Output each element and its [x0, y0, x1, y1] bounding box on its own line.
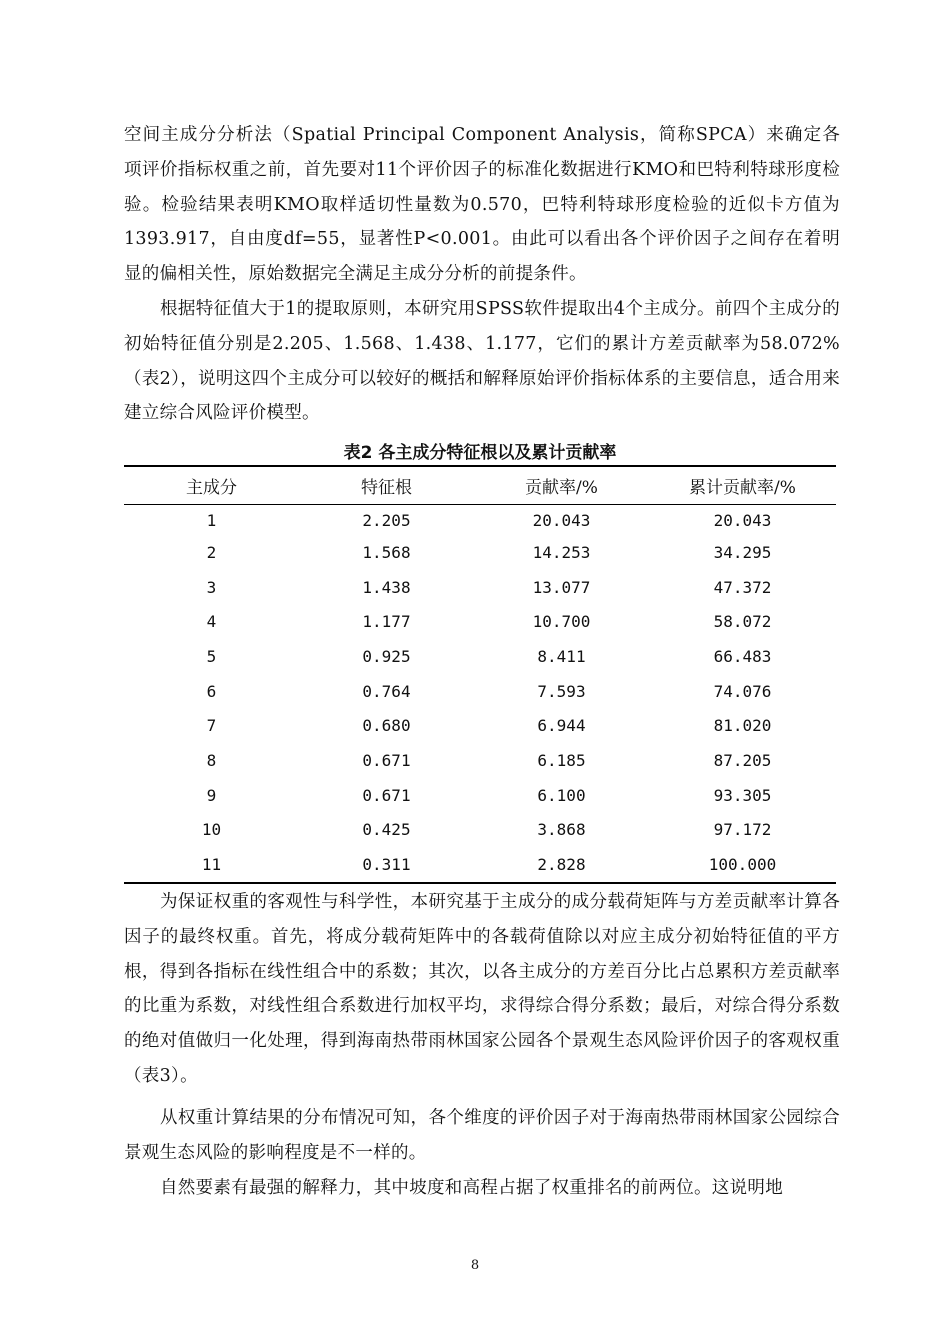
header-contribution: 贡献率/%: [525, 478, 598, 498]
header-cumulative: 累计贡献率/%: [689, 478, 796, 498]
eigenvalue-table: [124, 465, 836, 884]
cell-cumulative: 93.305: [713, 785, 772, 805]
cell-cumulative: 87.205: [713, 750, 772, 770]
cell-eigenvalue: 0.925: [362, 646, 411, 666]
table-row: [124, 570, 836, 605]
table-row: [124, 674, 836, 709]
header-component: 主成分: [186, 478, 237, 498]
paragraph-principal-components: 根据特征值大于1的提取原则，本研究用SPSS软件提取出4个主成分。前四个主成分的初始特征值分别是2.205、1.568、1.438、1.177，它们的累计方差贡献率为58.072%（表2），说明这四个主成分可以较好的概括和解释原始评价指标体系的主要信息，适合用来建立综合风险评价模型。: [124, 299, 840, 424]
cell-component: 2: [206, 542, 217, 562]
cell-contribution: 8.411: [537, 646, 586, 666]
cell-contribution: 2.828: [537, 855, 586, 875]
table-row: [124, 743, 836, 778]
cell-cumulative: 34.295: [713, 542, 772, 562]
cell-eigenvalue: 0.680: [362, 716, 411, 736]
cell-component: 7: [206, 716, 217, 736]
table-header-row: [124, 466, 836, 505]
cell-contribution: 10.700: [532, 612, 591, 632]
cell-component: 3: [206, 577, 217, 597]
table-row: [124, 778, 836, 813]
cell-cumulative: 58.072: [713, 612, 772, 632]
paragraph-spca-intro: 空间主成分分析法（Spatial Principal Component Analysis，简称SPCA）来确定各项评价指标权重之前，首先要对11个评价因子的标准化数据进行KMO和巴特利特球形度检验。检验结果表明KMO取样适切性量数为0.570，巴特利特球形度检验的近似卡方值为1393.917，自由度df=55，显著性P<0.001。由此可以看出各个评价因子之间存在着明显的偏相关性，原始数据完全满足主成分分析的前提条件。: [124, 125, 840, 285]
cell-contribution: 20.043: [532, 510, 591, 530]
cell-component: 9: [206, 785, 217, 805]
table-row: [124, 813, 836, 848]
cell-cumulative: 20.043: [713, 510, 772, 530]
page-number: 8: [470, 1258, 480, 1273]
cell-component: 8: [206, 750, 217, 770]
table-caption: 表2 各主成分特征根以及累计贡献率: [343, 443, 617, 463]
header-eigenvalue: 特征根: [361, 478, 412, 498]
table-row: [124, 535, 836, 570]
cell-component: 10: [201, 820, 222, 840]
table-row: [124, 639, 836, 674]
cell-eigenvalue: 1.438: [362, 577, 411, 597]
table-row: [124, 847, 836, 883]
cell-component: 1: [206, 510, 217, 530]
cell-contribution: 3.868: [537, 820, 586, 840]
cell-cumulative: 100.000: [708, 855, 777, 875]
cell-eigenvalue: 2.205: [362, 510, 411, 530]
cell-contribution: 14.253: [532, 542, 591, 562]
cell-contribution: 6.944: [537, 716, 586, 736]
cell-eigenvalue: 0.671: [362, 750, 411, 770]
cell-eigenvalue: 0.671: [362, 785, 411, 805]
table-row: [124, 505, 836, 536]
cell-cumulative: 66.483: [713, 646, 772, 666]
cell-contribution: 7.593: [537, 681, 586, 701]
cell-cumulative: 74.076: [713, 681, 772, 701]
cell-eigenvalue: 1.177: [362, 612, 411, 632]
cell-cumulative: 97.172: [713, 820, 772, 840]
cell-eigenvalue: 0.764: [362, 681, 411, 701]
paragraph-weight-distribution: 从权重计算结果的分布情况可知，各个维度的评价因子对于海南热带雨林国家公园综合景观生态风险的影响程度是不一样的。: [124, 1108, 840, 1163]
cell-eigenvalue: 0.425: [362, 820, 411, 840]
table-row: [124, 708, 836, 743]
cell-eigenvalue: 1.568: [362, 542, 411, 562]
cell-component: 4: [206, 612, 217, 632]
table-row: [124, 604, 836, 639]
cell-component: 5: [206, 646, 217, 666]
cell-component: 11: [201, 855, 222, 875]
cell-cumulative: 47.372: [713, 577, 772, 597]
cell-cumulative: 81.020: [713, 716, 772, 736]
cell-contribution: 6.185: [537, 750, 586, 770]
cell-contribution: 13.077: [532, 577, 591, 597]
cell-contribution: 6.100: [537, 785, 586, 805]
cell-component: 6: [206, 681, 217, 701]
cell-eigenvalue: 0.311: [362, 855, 411, 875]
paragraph-weight-method: 为保证权重的客观性与科学性，本研究基于主成分的成分载荷矩阵与方差贡献率计算各因子的最终权重。首先，将成分载荷矩阵中的各载荷值除以对应主成分初始特征值的平方根，得到各指标在线性组合中的系数；其次，以各主成分的方差百分比占总累积方差贡献率的比重为系数，对线性组合系数进行加权平均，求得综合得分系数；最后，对综合得分系数的绝对值做归一化处理，得到海南热带雨林国家公园各个景观生态风险评价因子的客观权重（表3）。: [124, 892, 840, 1086]
paragraph-natural-factors: 自然要素有最强的解释力，其中坡度和高程占据了权重排名的前两位。这说明地: [160, 1178, 783, 1198]
